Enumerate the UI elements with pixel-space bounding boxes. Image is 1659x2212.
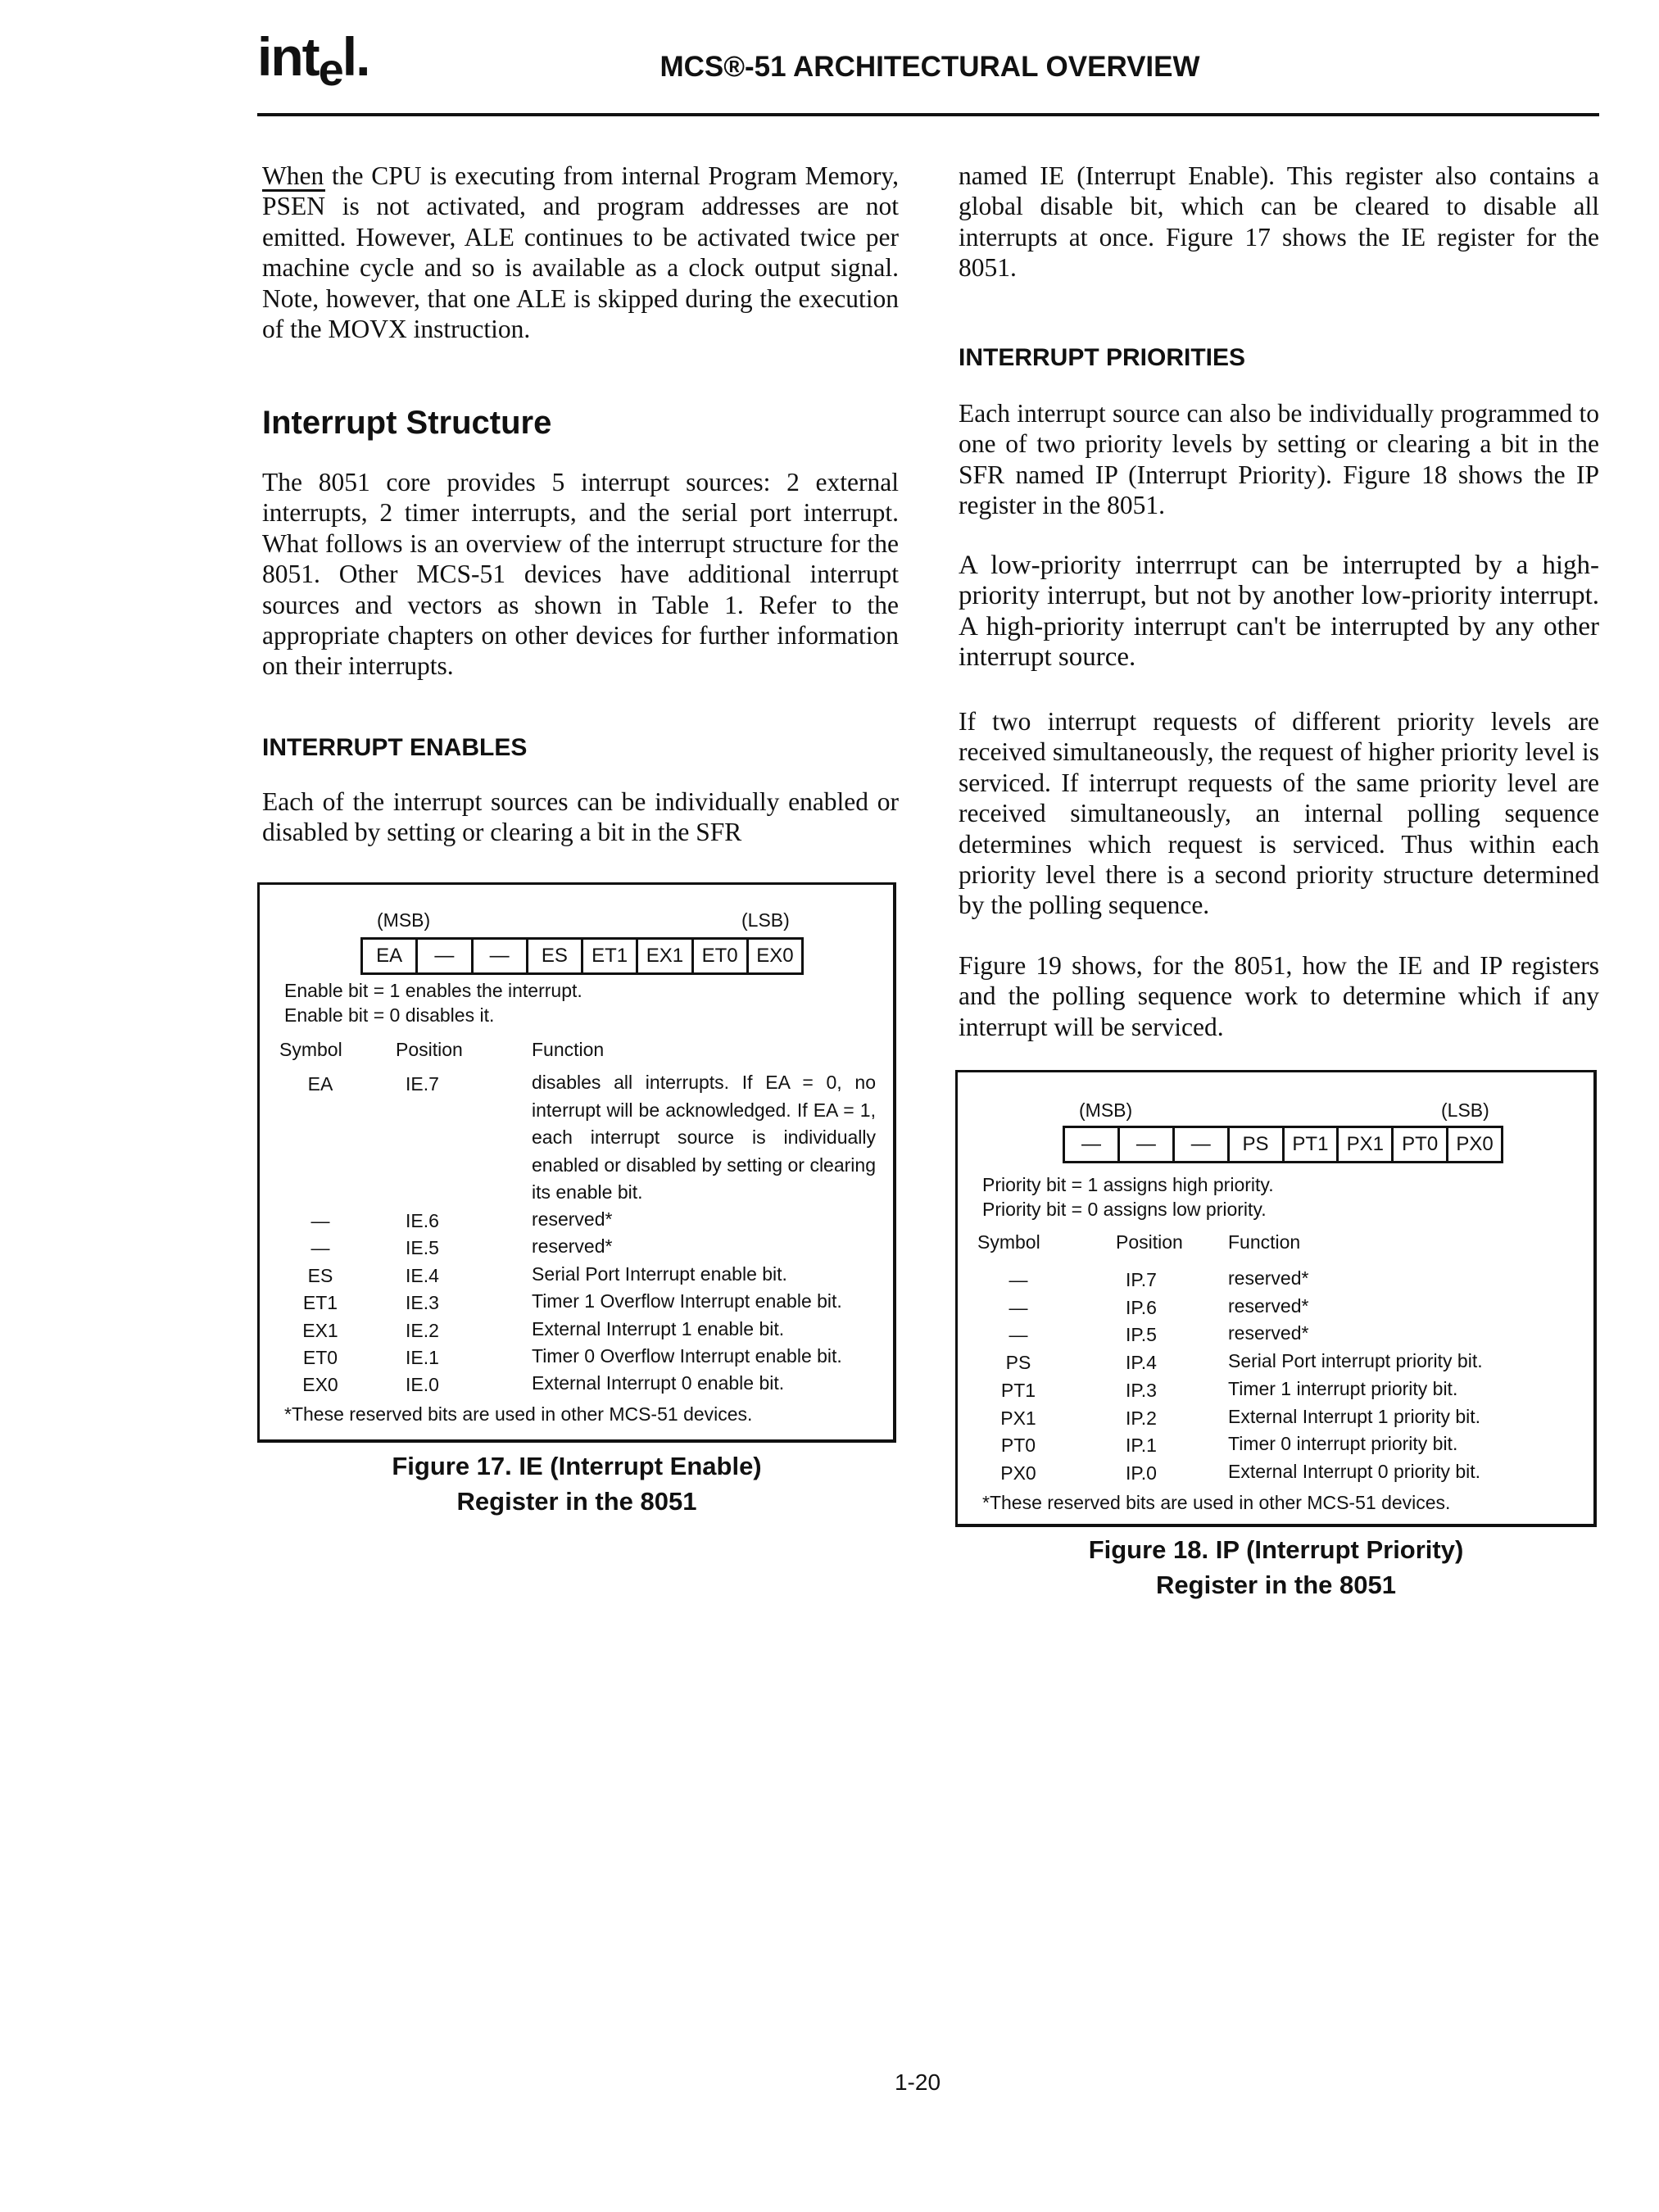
row-function: External Interrupt 1 enable bit. (532, 1317, 785, 1339)
row-function: disables all interrupts. If EA = 0, no interrupt will be acknowledged. If EA = 1, each interrupt source is individually enabled or disabled by setting or clearing its enable bit. (532, 1072, 876, 1203)
row-symbol: ET0 (302, 1347, 338, 1368)
footnote: *These reserved bits are used in other MCS-51 devices. (982, 1491, 1451, 1513)
paragraph-enables: Each of the interrupt sources can be individually enabled or disabled by setting or clearing a bit in the SFR (262, 787, 899, 847)
row-position: IE.5 (406, 1237, 439, 1259)
register-bit-layout (1063, 1126, 1503, 1163)
row-position: IP.7 (1126, 1269, 1157, 1290)
row-position: IP.1 (1126, 1435, 1157, 1457)
column-header-function: Function (532, 1039, 605, 1060)
row-position: IP.4 (1126, 1352, 1157, 1374)
note-line: Enable bit = 1 enables the interrupt. (284, 980, 582, 1001)
paragraph-low-priority: A low-priority interrrupt can be interrupted by a high-priority interrupt, but not by another low-priority interrupt. A high-priority interrupt can't be interrupted by any other interrupt source. (959, 551, 1599, 673)
figure-17-caption (257, 1448, 896, 1519)
register-bit-cell: PX0 (1456, 1133, 1494, 1155)
msb-label: (MSB) (1079, 1099, 1133, 1121)
note-line: Priority bit = 1 assigns high priority. (982, 1174, 1274, 1195)
register-bit-cell: — (1120, 1128, 1175, 1161)
paragraph-ie-register: named IE (Interrupt Enable). This register also contains a global disable bit, which can be cleared to disable all interrupts at once. Figure 17 shows the IE register for the 8051. (959, 161, 1599, 283)
register-bit-layout (360, 937, 804, 975)
row-symbol: PT0 (1000, 1435, 1036, 1457)
row-position: IE.3 (406, 1292, 439, 1314)
row-symbol: ET1 (302, 1292, 338, 1314)
row-symbol: PX1 (1000, 1407, 1036, 1429)
register-bit-cell: PT1 (1285, 1128, 1339, 1161)
subheading-interrupt-priorities: INTERRUPT PRIORITIES (959, 344, 1246, 371)
paragraph-priority-levels: Each interrupt source can also be individually programmed to one of two priority levels by setting or clearing a bit in the SFR named IP (Interrupt Priority). Figure 18 shows the IP register in the 8051. (959, 399, 1599, 520)
paragraph-figure19: Figure 19 shows, for the 8051, how the IE and IP registers and the polling sequence work to determine which if any interrupt will be serviced. (959, 951, 1599, 1041)
row-position: IE.4 (406, 1264, 439, 1286)
row-symbol: EA (307, 1073, 333, 1095)
running-header-title: MCS®-51 ARCHITECTURAL OVERVIEW (660, 51, 1200, 83)
msb-label: (MSB) (377, 909, 431, 931)
row-function: External Interrupt 1 priority bit. (1228, 1405, 1481, 1427)
register-bit-cell: — (474, 940, 528, 972)
register-bit-cell: EX1 (638, 940, 693, 972)
row-function: reserved* (532, 1208, 613, 1230)
row-function: reserved* (1228, 1267, 1309, 1289)
row-symbol: — (1009, 1324, 1028, 1346)
row-position: IP.5 (1126, 1324, 1157, 1346)
row-function: reserved* (1228, 1322, 1309, 1344)
figure-17-ie-register (257, 882, 896, 1443)
paragraph-polling: If two interrupt requests of different priority levels are received simultaneously, the request of higher priority level is serviced. If interrupt requests of the same priority level are received simultaneously, an internal polling sequence determines which request is serviced. Thus within each priority level there is a second priority structure determined by the polling sequence. (959, 707, 1599, 920)
row-function: Timer 0 Overflow Interrupt enable bit. (532, 1345, 842, 1367)
lsb-label: (LSB) (1441, 1099, 1489, 1121)
register-bit-cell: PT0 (1394, 1128, 1448, 1161)
row-position: IP.0 (1126, 1462, 1157, 1484)
note-line: Enable bit = 0 disables it. (284, 1004, 495, 1026)
figure-18-ip-register (955, 1070, 1597, 1527)
column-header-position: Position (396, 1039, 463, 1060)
psen-signal: PSEN (262, 192, 326, 221)
row-function: Serial Port Interrupt enable bit. (532, 1262, 787, 1285)
row-function: reserved* (1228, 1294, 1309, 1317)
row-function: Timer 1 Overflow Interrupt enable bit. (532, 1290, 842, 1312)
intel-logo: intel. (257, 26, 369, 95)
page-number: 1-20 (894, 2069, 941, 2095)
register-bit-cell: — (1175, 1128, 1230, 1161)
register-bit-cell: EA (363, 940, 418, 972)
header-rule (257, 113, 1599, 116)
row-position: IE.6 (406, 1210, 439, 1231)
register-bit-cell: PS (1230, 1128, 1285, 1161)
column-header-symbol: Symbol (279, 1039, 342, 1060)
register-bit-cell: — (418, 940, 473, 972)
row-symbol: — (310, 1210, 330, 1231)
row-symbol: — (1009, 1269, 1028, 1290)
section-heading-interrupt-structure: Interrupt Structure (262, 405, 552, 441)
row-function: Timer 1 interrupt priority bit. (1228, 1377, 1458, 1399)
paragraph-psen (262, 161, 899, 344)
paragraph-interrupt-sources: The 8051 core provides 5 interrupt sources: 2 external interrupts, 2 timer interrupts, and the serial port interrupt. What follows is an overview of the interrupt structure for the 8051. Other MCS-51 devices have additional interrupt sources and vectors as shown in Table 1. Refer to the appropriate chapters on other devices for further information on their interrupts. (262, 468, 899, 681)
row-function: External Interrupt 0 priority bit. (1228, 1460, 1481, 1482)
figure-18-caption (955, 1532, 1597, 1602)
register-bit-cell: ET1 (583, 940, 638, 972)
row-symbol: — (1009, 1296, 1028, 1318)
row-function: External Interrupt 0 enable bit. (532, 1372, 785, 1394)
caption-line: Register in the 8051 (1156, 1571, 1396, 1599)
register-bit-cell: PX1 (1339, 1128, 1394, 1161)
text: is not activated, and program addresses are not emitted. However, ALE continues to be activated twice per machine cycle and so is available as a clock output signal. Note, however, that one ALE is skipped during the execution of the MOVX instruction. (262, 192, 899, 344)
row-symbol: ES (307, 1264, 333, 1286)
register-bit-cell: — (1065, 1128, 1120, 1161)
subheading-interrupt-enables: INTERRUPT ENABLES (262, 734, 528, 761)
caption-line: Figure 17. IE (Interrupt Enable) (392, 1452, 762, 1480)
text: When the CPU is executing from internal Program Memory, (262, 161, 899, 190)
row-position: IP.2 (1126, 1407, 1157, 1429)
row-symbol: EX1 (302, 1319, 338, 1341)
footnote: *These reserved bits are used in other MCS-51 devices. (284, 1403, 753, 1425)
row-symbol: — (310, 1237, 330, 1259)
row-position: IE.1 (406, 1347, 439, 1368)
lsb-label: (LSB) (741, 909, 790, 931)
caption-line: Figure 18. IP (Interrupt Priority) (1088, 1535, 1464, 1564)
row-position: IE.7 (406, 1073, 439, 1095)
row-symbol: EX0 (302, 1374, 338, 1396)
row-function: Serial Port interrupt priority bit. (1228, 1350, 1483, 1372)
register-bit-cell: ET0 (694, 940, 749, 972)
caption-line: Register in the 8051 (456, 1487, 697, 1516)
row-position: IP.6 (1126, 1296, 1157, 1318)
register-bit-cell: ES (528, 940, 583, 972)
row-symbol: PS (1005, 1352, 1031, 1374)
column-header-symbol: Symbol (977, 1231, 1040, 1253)
row-symbol: PX0 (1000, 1462, 1036, 1484)
register-bit-cell: EX0 (756, 945, 794, 967)
note-line: Priority bit = 0 assigns low priority. (982, 1199, 1267, 1220)
column-header-function: Function (1228, 1231, 1301, 1253)
row-symbol: PT1 (1000, 1379, 1036, 1401)
row-function: Timer 0 interrupt priority bit. (1228, 1433, 1458, 1455)
row-position: IE.2 (406, 1319, 439, 1341)
row-position: IP.3 (1126, 1379, 1157, 1401)
column-header-position: Position (1116, 1231, 1183, 1253)
row-position: IE.0 (406, 1374, 439, 1396)
row-function: reserved* (532, 1235, 613, 1258)
